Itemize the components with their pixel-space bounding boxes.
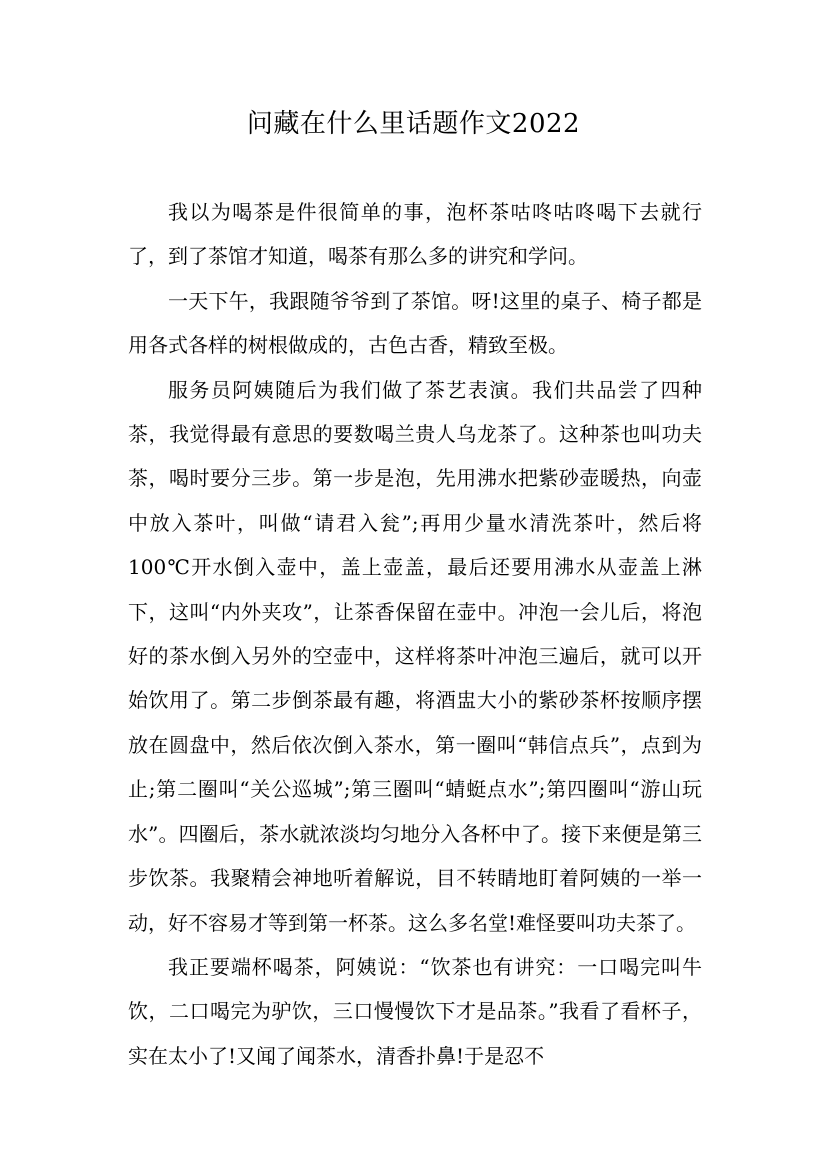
paragraph: 一天下午，我跟随爷爷到了茶馆。呀!这里的桌子、椅子都是用各式各样的树根做成的，古色古香，精致至极。 <box>128 288 702 358</box>
paragraph: 我正要端杯喝茶，阿姨说：“饮茶也有讲究：一口喝完叫牛饮，二口喝完为驴饮，三口慢慢饮下才是品茶。”我看了看杯子，实在太小了!又闻了闻茶水，清香扑鼻!于是忍不 <box>128 954 702 1068</box>
document-title: 问藏在什么里话题作文2022 <box>246 109 581 139</box>
document-body <box>128 190 702 1078</box>
paragraph: 服务员阿姨随后为我们做了茶艺表演。我们共品尝了四种茶，我觉得最有意思的要数喝兰贵人乌龙茶了。这种茶也叫功夫茶，喝时要分三步。第一步是泡，先用沸水把紫砂壶暖热，向壶中放入茶叶，叫做“请君入瓮”;再用少量水清洗茶叶，然后将100℃开水倒入壶中，盖上壶盖，最后还要用沸水从壶盖上淋下，这叫“内外夹攻”，让茶香保留在壶中。冲泡一会儿后，将泡好的茶水倒入另外的空壶中，这样将茶叶冲泡三遍后，就可以开始饮用了。第二步倒茶最有趣，将酒盅大小的紫砂茶杯按顺序摆放在圆盘中，然后依次倒入茶水，第一圈叫“韩信点兵”，点到为止;第二圈叫“关公巡城”;第三圈叫“蜻蜓点水”;第四圈叫“游山玩水”。四圈后，茶水就浓淡均匀地分入各杯中了。接下来便是第三步饮茶。我聚精会神地听着解说，目不转睛地盯着阿姨的一举一动，好不容易才等到第一杯茶。这么多名堂!难怪要叫功夫茶了。 <box>128 377 702 935</box>
paragraph: 我以为喝茶是件很简单的事，泡杯茶咕咚咕咚喝下去就行了，到了茶馆才知道，喝茶有那么多的讲究和学问。 <box>128 200 702 269</box>
